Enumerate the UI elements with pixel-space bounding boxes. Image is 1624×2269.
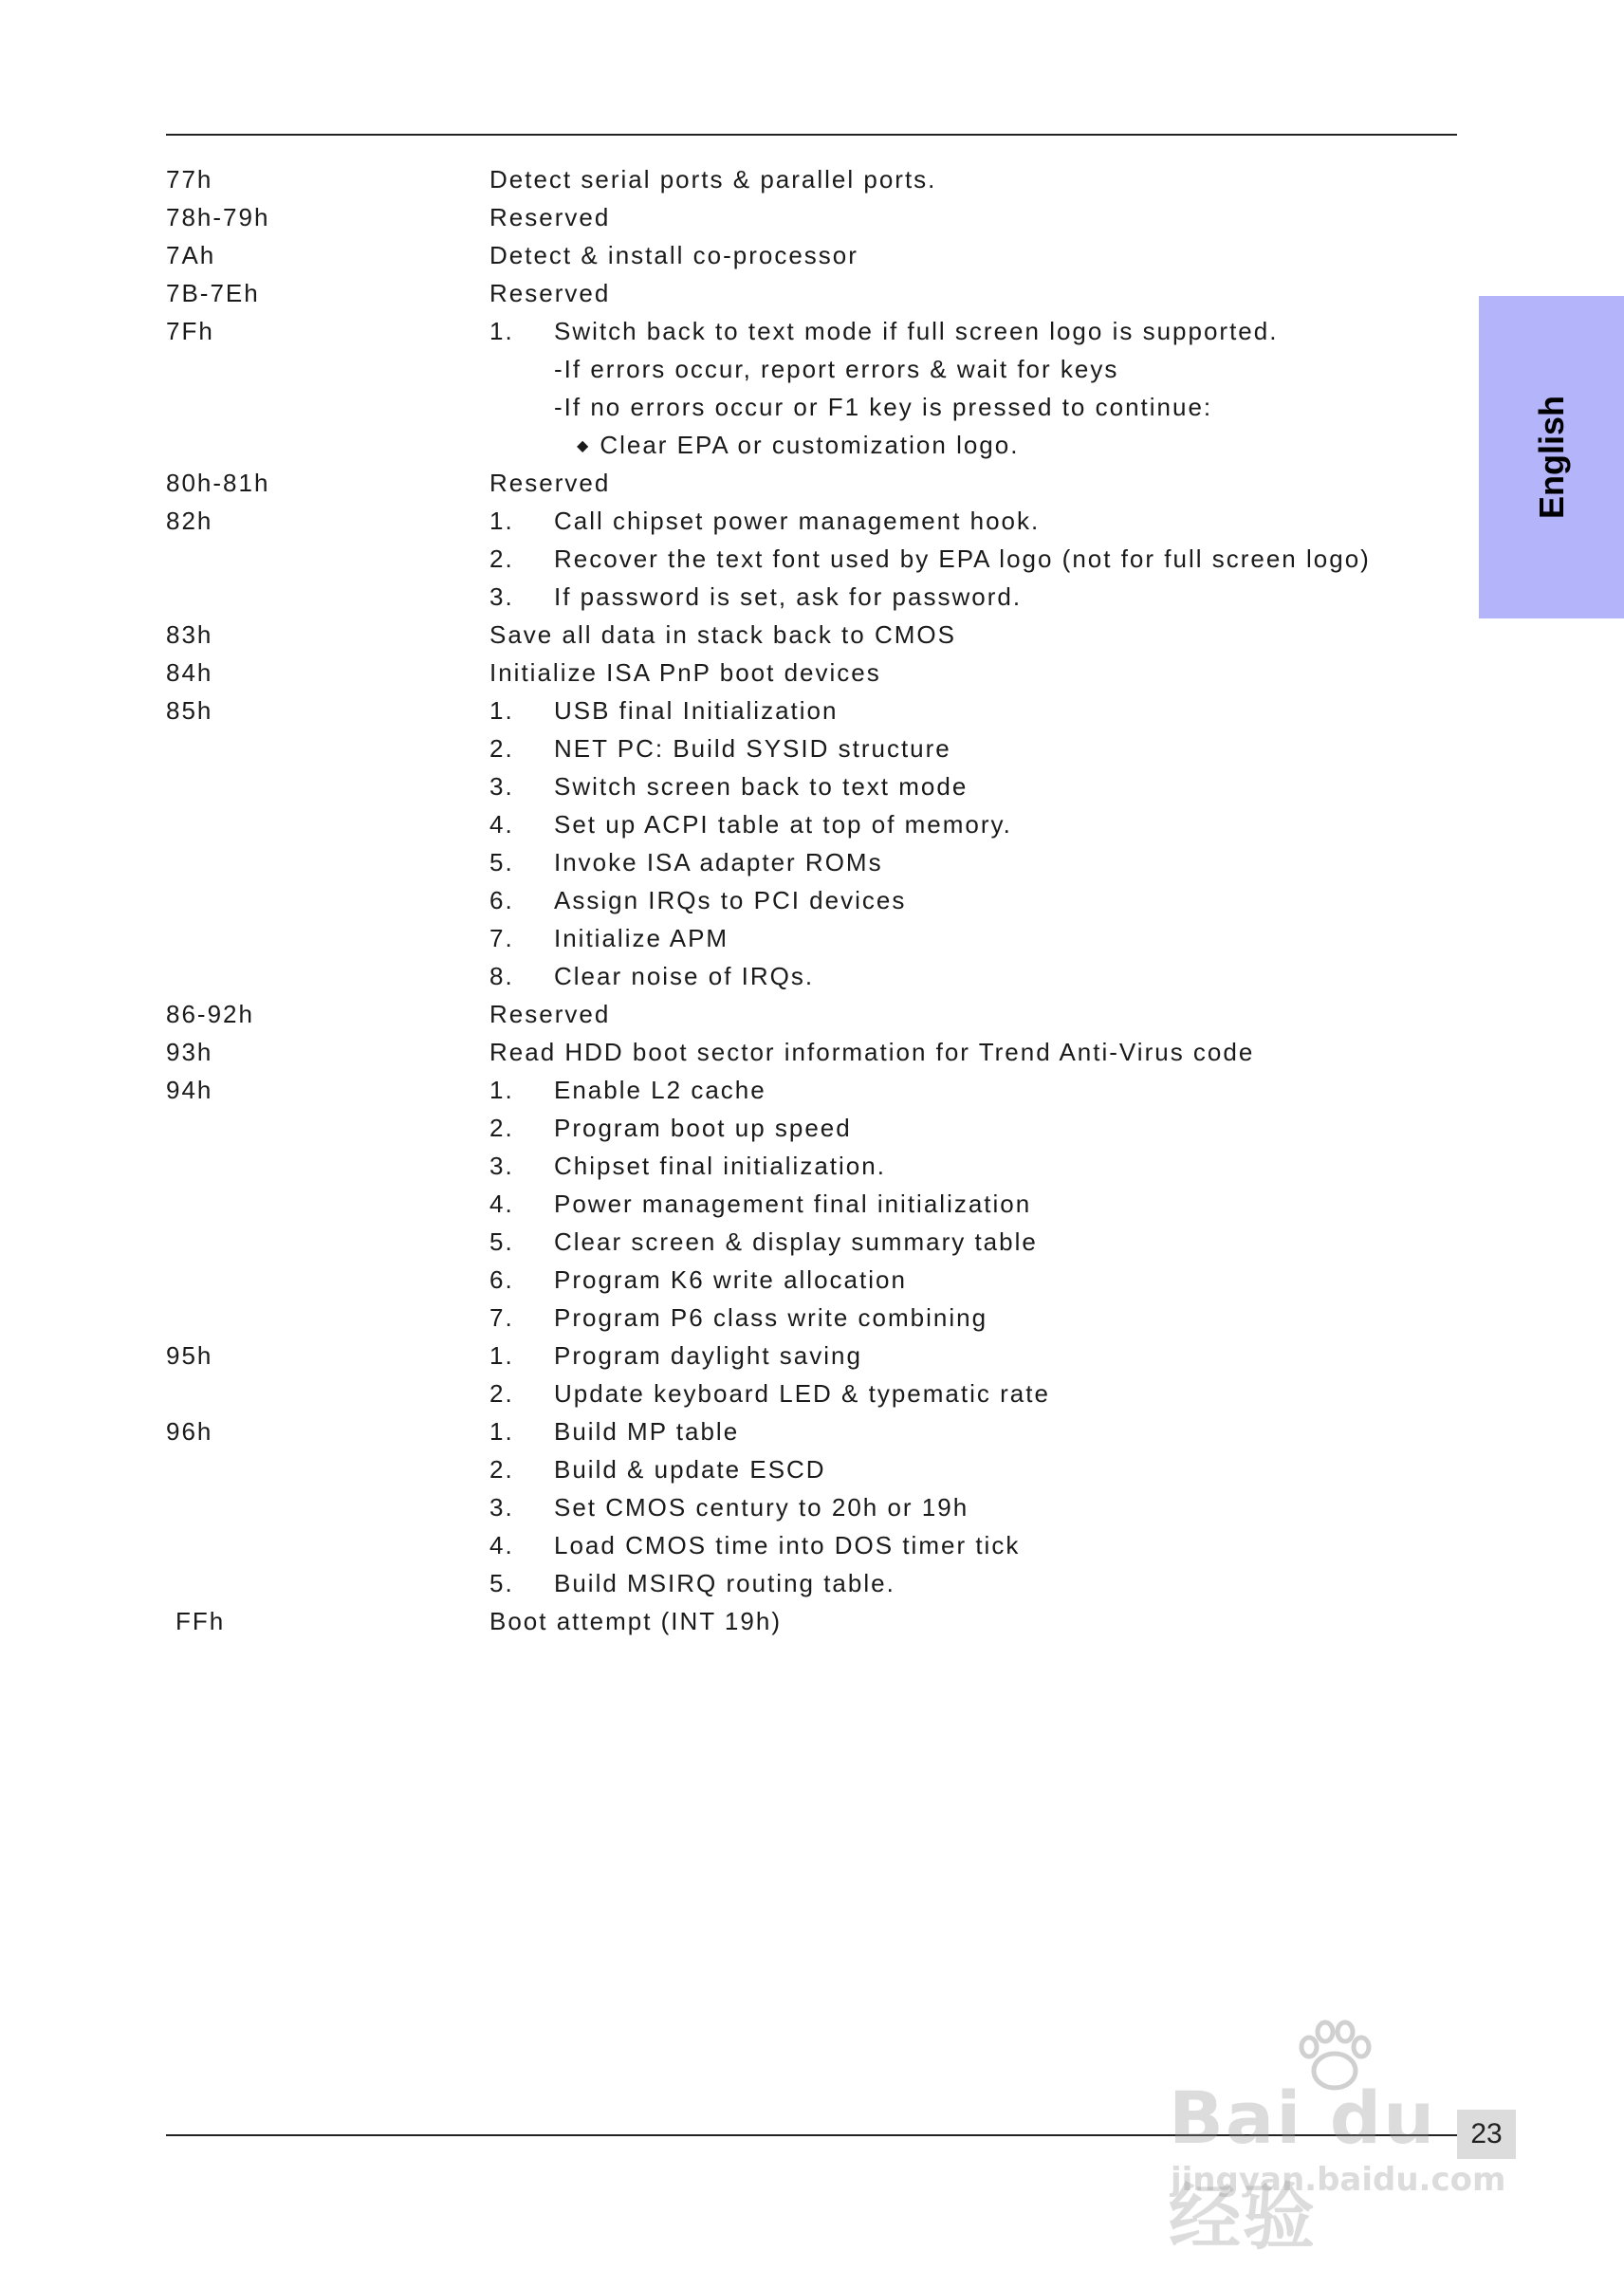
table-row: [0, 654, 1624, 692]
table-row: [0, 1033, 1624, 1071]
table-row: [0, 1412, 1624, 1450]
item-number: 5.: [489, 1227, 514, 1256]
table-row: [0, 1450, 1624, 1488]
item-text: Build & update ESCD: [554, 1455, 826, 1484]
post-code: 96h: [166, 1417, 213, 1446]
item-text: Clear screen & display summary table: [554, 1227, 1038, 1256]
post-code: 93h: [166, 1038, 213, 1066]
table-row: [0, 843, 1624, 881]
table-row: [0, 1337, 1624, 1374]
sub-item-text: -If no errors occur or F1 key is pressed to continue:: [554, 393, 1213, 421]
table-row: [0, 1526, 1624, 1564]
table-row: [0, 198, 1624, 236]
item-text: Power management final initialization: [554, 1190, 1032, 1218]
post-code: 78h-79h: [166, 203, 270, 231]
item-number: 2.: [489, 1114, 514, 1142]
table-row: [0, 388, 1624, 426]
item-number: 2.: [489, 544, 514, 573]
post-description: Boot attempt (INT 19h): [489, 1607, 782, 1635]
post-code: 77h: [166, 165, 213, 194]
baidu-watermark: [1159, 2019, 1520, 2260]
table-row: [0, 1488, 1624, 1526]
item-text: Set up ACPI table at top of memory.: [554, 810, 1012, 839]
table-row: [0, 1564, 1624, 1602]
item-text: Program P6 class write combining: [554, 1303, 988, 1332]
bullet-item: [577, 426, 1019, 466]
item-text: Set CMOS century to 20h or 19h: [554, 1493, 969, 1522]
item-number: 1.: [489, 1076, 514, 1104]
table-row: [0, 1374, 1624, 1412]
item-text: Recover the text font used by EPA logo (not for full screen logo): [554, 544, 1371, 573]
item-number: 8.: [489, 962, 514, 990]
table-row: [0, 919, 1624, 957]
table-row: [0, 426, 1624, 464]
table-row: [0, 616, 1624, 654]
post-code: FFh: [175, 1607, 226, 1635]
item-number: 1.: [489, 1417, 514, 1446]
post-description: Reserved: [489, 279, 611, 307]
item-text: Load CMOS time into DOS timer tick: [554, 1531, 1021, 1559]
post-code: 83h: [166, 620, 213, 649]
table-row: [0, 312, 1624, 350]
side-tab-label: English: [1531, 395, 1571, 520]
watermark-logo-text: Bai du 经验: [1169, 2075, 1437, 2260]
post-code: 86-92h: [166, 1000, 254, 1028]
table-row: [0, 160, 1624, 198]
table-row: [0, 1299, 1624, 1337]
post-code: 80h-81h: [166, 469, 270, 497]
post-description: Read HDD boot sector information for Trend Anti-Virus code: [489, 1038, 1255, 1066]
post-description: Initialize ISA PnP boot devices: [489, 658, 881, 687]
bullet-text: Clear EPA or customization logo.: [600, 431, 1020, 459]
item-number: 2.: [489, 1455, 514, 1484]
table-row: [0, 729, 1624, 767]
item-number: 5.: [489, 848, 514, 876]
paw-icon: [1292, 2019, 1377, 2094]
item-text: Enable L2 cache: [554, 1076, 766, 1104]
item-number: 6.: [489, 886, 514, 914]
item-number: 2.: [489, 1379, 514, 1408]
table-row: [0, 957, 1624, 995]
post-code: 85h: [166, 696, 213, 725]
sub-item-text: -If errors occur, report errors & wait for keys: [554, 355, 1119, 383]
post-description: Reserved: [489, 203, 611, 231]
item-text: Call chipset power management hook.: [554, 507, 1041, 535]
table-row: [0, 350, 1624, 388]
table-row: [0, 1185, 1624, 1223]
post-code: 82h: [166, 507, 213, 535]
item-number: 6.: [489, 1265, 514, 1294]
item-text: Switch back to text mode if full screen logo is supported.: [554, 317, 1279, 345]
item-number: 7.: [489, 1303, 514, 1332]
item-text: Initialize APM: [554, 924, 729, 952]
item-text: USB final Initialization: [554, 696, 839, 725]
table-row: [0, 692, 1624, 729]
item-text: Chipset final initialization.: [554, 1152, 886, 1180]
table-row: [0, 1223, 1624, 1261]
item-number: 7.: [489, 924, 514, 952]
item-number: 3.: [489, 1493, 514, 1522]
item-number: 4.: [489, 810, 514, 839]
page-number: 23: [1457, 2110, 1516, 2159]
item-number: 3.: [489, 582, 514, 611]
table-row: [0, 578, 1624, 616]
post-description: Detect & install co-processor: [489, 241, 858, 269]
item-text: Assign IRQs to PCI devices: [554, 886, 907, 914]
post-description: Save all data in stack back to CMOS: [489, 620, 956, 649]
table-row: [0, 540, 1624, 578]
post-description: Reserved: [489, 469, 611, 497]
item-text: If password is set, ask for password.: [554, 582, 1023, 611]
item-number: 3.: [489, 1152, 514, 1180]
table-row: [0, 805, 1624, 843]
item-number: 1.: [489, 507, 514, 535]
top-rule: [166, 134, 1457, 136]
item-text: NET PC: Build SYSID structure: [554, 734, 951, 763]
item-text: Build MSIRQ routing table.: [554, 1569, 895, 1597]
post-code: 94h: [166, 1076, 213, 1104]
bottom-rule: [166, 2134, 1457, 2136]
watermark-url: jingyan.baidu.com: [1171, 2161, 1506, 2199]
item-number: 1.: [489, 696, 514, 725]
post-code: 7Ah: [166, 241, 216, 269]
table-row: [0, 1261, 1624, 1299]
item-number: 1.: [489, 1341, 514, 1370]
item-text: Program boot up speed: [554, 1114, 852, 1142]
item-number: 4.: [489, 1531, 514, 1559]
post-code: 95h: [166, 1341, 213, 1370]
table-row: [0, 236, 1624, 274]
post-code-table: [0, 160, 1624, 1640]
table-row: [0, 767, 1624, 805]
table-row: [0, 1071, 1624, 1109]
table-row: [0, 464, 1624, 502]
item-number: 5.: [489, 1569, 514, 1597]
item-number: 1.: [489, 317, 514, 345]
table-row: [0, 1109, 1624, 1147]
item-text: Switch screen back to text mode: [554, 772, 969, 801]
item-number: 2.: [489, 734, 514, 763]
item-text: Invoke ISA adapter ROMs: [554, 848, 883, 876]
diamond-bullet-icon: ◆: [577, 438, 591, 454]
table-row: [0, 1147, 1624, 1185]
table-row: [0, 1602, 1624, 1640]
post-code: 7B-7Eh: [166, 279, 260, 307]
post-code: 84h: [166, 658, 213, 687]
table-row: [0, 995, 1624, 1033]
table-row: [0, 274, 1624, 312]
item-text: Program daylight saving: [554, 1341, 862, 1370]
item-text: Program K6 write allocation: [554, 1265, 907, 1294]
item-text: Update keyboard LED & typematic rate: [554, 1379, 1050, 1408]
item-text: Build MP table: [554, 1417, 740, 1446]
item-number: 3.: [489, 772, 514, 801]
post-description: Reserved: [489, 1000, 611, 1028]
item-text: Clear noise of IRQs.: [554, 962, 815, 990]
post-code: 7Fh: [166, 317, 214, 345]
table-row: [0, 881, 1624, 919]
table-row: [0, 502, 1624, 540]
item-number: 4.: [489, 1190, 514, 1218]
post-description: Detect serial ports & parallel ports.: [489, 165, 937, 194]
